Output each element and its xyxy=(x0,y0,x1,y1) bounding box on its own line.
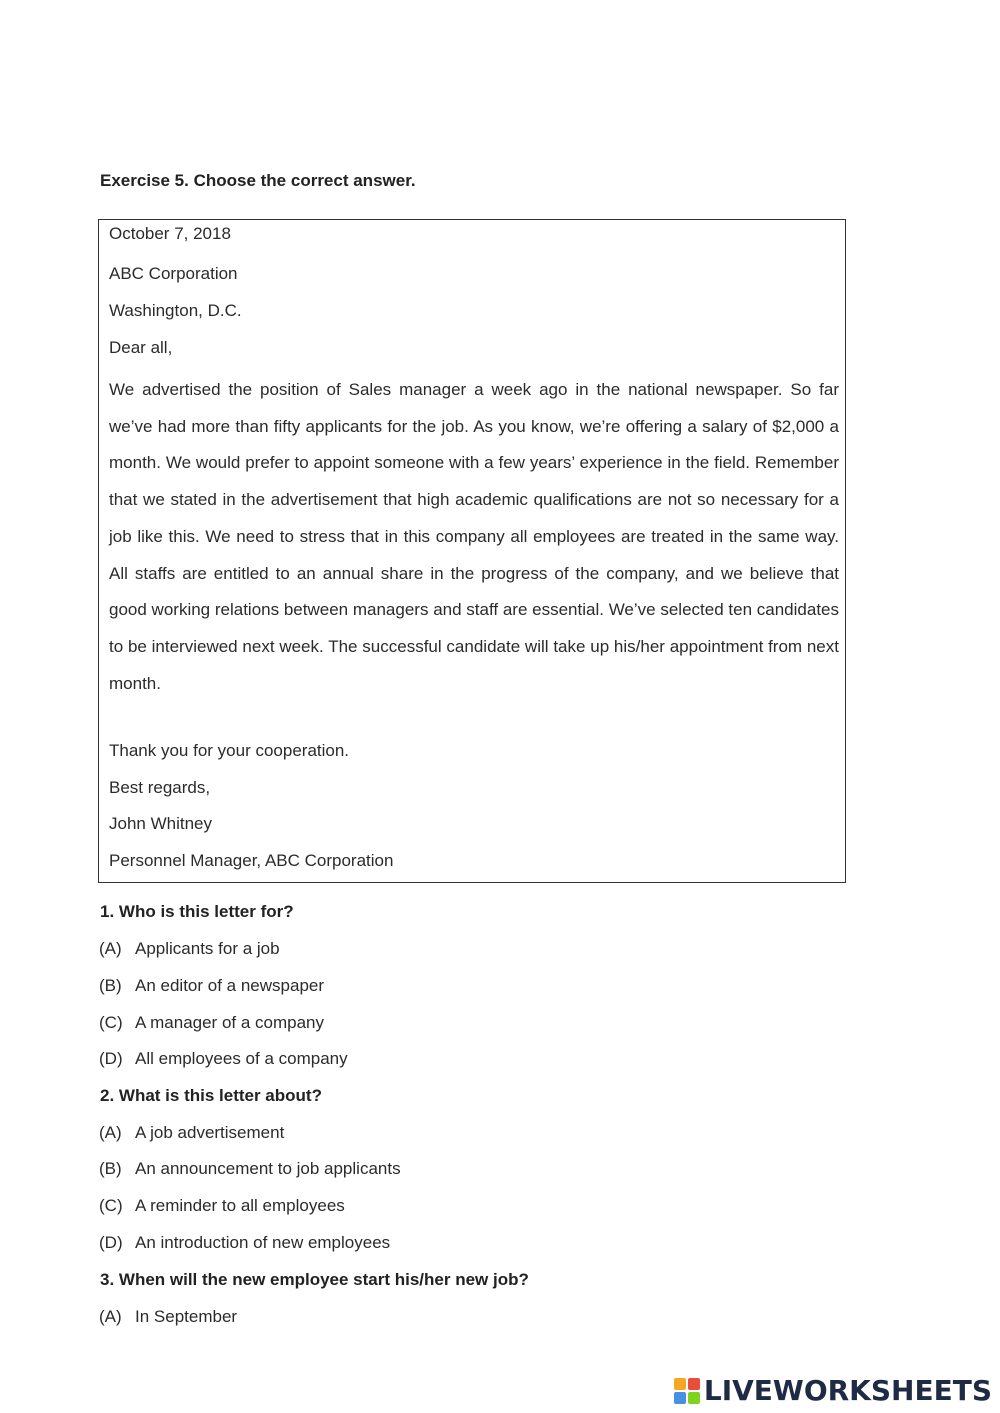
letter-thanks: Thank you for your cooperation. xyxy=(109,741,350,760)
option-text: A manager of a company xyxy=(135,1013,325,1032)
letter-closing: Best regards, xyxy=(109,778,211,797)
letter-signature: John Whitney xyxy=(109,814,212,833)
logo-square xyxy=(688,1392,700,1404)
question-2: 2. What is this letter about? xyxy=(100,1086,322,1105)
q2-option-b[interactable] xyxy=(99,1159,401,1179)
option-letter: (C) xyxy=(99,1196,123,1215)
logo-square xyxy=(674,1392,686,1404)
q2-option-a[interactable] xyxy=(99,1123,284,1143)
option-text: Applicants for a job xyxy=(135,939,280,958)
letter-signer-title: Personnel Manager, ABC Corporation xyxy=(109,851,394,870)
q1-option-a[interactable] xyxy=(99,939,280,959)
liveworksheets-brand[interactable] xyxy=(674,1374,992,1407)
q1-option-b[interactable] xyxy=(99,976,324,996)
question-1: 1. Who is this letter for? xyxy=(100,902,294,921)
q2-option-d[interactable] xyxy=(99,1233,390,1253)
exercise-title: Exercise 5. Choose the correct answer. xyxy=(100,171,416,190)
option-letter: (D) xyxy=(99,1049,123,1068)
letter-date: October 7, 2018 xyxy=(109,224,231,243)
letter-greeting: Dear all, xyxy=(109,338,173,357)
option-text: All employees of a company xyxy=(135,1049,348,1068)
option-text: An introduction of new employees xyxy=(135,1233,391,1252)
q2-option-c[interactable] xyxy=(99,1196,345,1216)
option-letter: (D) xyxy=(99,1233,123,1252)
letter-body: We advertised the position of Sales manager a week ago in the national newspaper. So far we’ve had more than fifty applicants for the job. As you know, we’re offering a salary of $2,000 a month. We would prefer to appoint someone with a few years’ experience in the field. Remember that we stated in the advertisement that high academic qualifications are not so necessary for a job like this. We need to stress that in this company all employees are treated in the same way. All staffs are entitled to an annual share in the progress of the company, and we believe that good working relations between managers and staff are essential. We’ve selected ten candidates to be interviewed next week. The successful candidate will take up his/her appointment from next month. xyxy=(109,380,839,693)
option-text: A job advertisement xyxy=(135,1123,285,1142)
q1-option-d[interactable] xyxy=(99,1049,348,1069)
letter-company: ABC Corporation xyxy=(109,264,238,283)
option-letter: (B) xyxy=(99,1159,122,1178)
option-letter: (B) xyxy=(99,976,122,995)
option-letter: (A) xyxy=(99,1307,122,1326)
q3-option-a[interactable] xyxy=(99,1307,237,1327)
option-letter: (A) xyxy=(99,1123,122,1142)
option-text: An editor of a newspaper xyxy=(135,976,325,995)
question-3: 3. When will the new employee start his/her new job? xyxy=(100,1270,529,1289)
liveworksheets-logo-icon xyxy=(674,1378,700,1404)
option-text: An announcement to job applicants xyxy=(135,1159,401,1178)
option-letter: (C) xyxy=(99,1013,123,1032)
letter-box xyxy=(98,219,846,883)
brand-name: LIVEWORKSHEETS xyxy=(703,1374,992,1407)
option-letter: (A) xyxy=(99,939,122,958)
q1-option-c[interactable] xyxy=(99,1013,324,1033)
logo-square xyxy=(674,1378,686,1390)
logo-square xyxy=(688,1378,700,1390)
letter-location: Washington, D.C. xyxy=(109,301,242,320)
option-text: In September xyxy=(135,1307,238,1326)
option-text: A reminder to all employees xyxy=(135,1196,345,1215)
